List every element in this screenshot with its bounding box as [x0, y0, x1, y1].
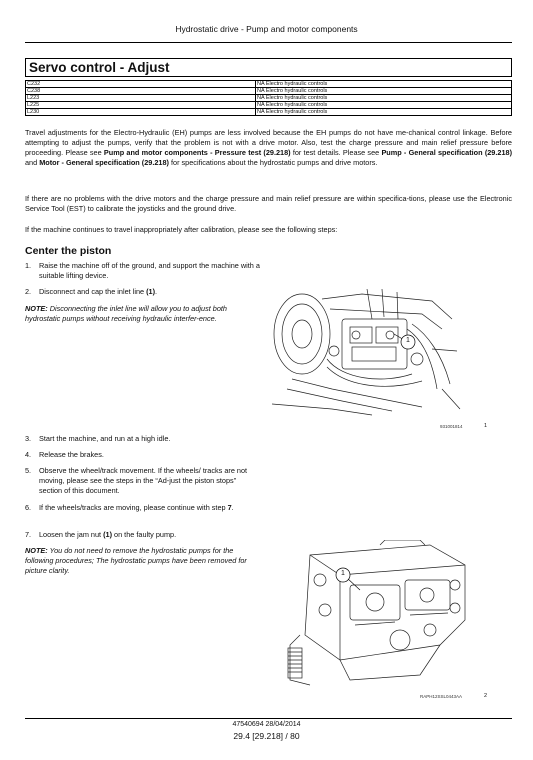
- callout-ref: (1): [146, 287, 156, 296]
- step-3: [25, 434, 260, 444]
- note-label: NOTE:: [25, 546, 48, 555]
- table-row: [26, 81, 512, 88]
- text: .: [231, 503, 234, 512]
- intro-paragraph-2: If there are no problems with the drive motors and the charge pressure and main relief pressure are within specifica-tions, please use the Electronic Service Tool (EST) to calibrate the joysticks and the ground drive.: [25, 194, 512, 213]
- note-label: NOTE:: [25, 304, 48, 313]
- table-row: [26, 109, 512, 116]
- table-row: [26, 102, 512, 109]
- model-cell: C238: [26, 88, 256, 95]
- figure-2-code: RAPH12SSL0443AA: [420, 694, 463, 699]
- step-1: [25, 261, 260, 281]
- section-heading: Center the piston: [25, 245, 112, 257]
- step-2: [25, 287, 260, 297]
- model-note-cell: NA Electro hydraulic controls: [256, 95, 512, 102]
- text: and: [25, 158, 40, 167]
- footer-doc-id: 47540694 28/04/2014: [232, 721, 301, 728]
- link-motor-spec[interactable]: Motor - General specification (29.218): [39, 158, 169, 167]
- model-note-cell: NA Electro hydraulic controls: [256, 81, 512, 88]
- figure-1-number: 1: [484, 423, 488, 429]
- step-text: Raise the machine off of the ground, and support the machine with a suitable lifting device.: [39, 261, 260, 280]
- text: If the wheels/tracks are moving, please continue with step: [39, 503, 228, 512]
- step-4: [25, 450, 260, 460]
- text: for specifications about the hydrostatic pumps and drive motors.: [168, 158, 378, 167]
- text: Disconnect and cap the inlet line: [39, 287, 147, 296]
- step-ref: 7: [227, 503, 232, 512]
- note-2: [25, 546, 260, 576]
- figure-2-pump-photo: [280, 540, 476, 686]
- step-text: [39, 530, 260, 540]
- step-5: [25, 466, 260, 496]
- step-number: 2.: [25, 287, 32, 296]
- intro-paragraph-3: If the machine continues to travel inappropriately after calibration, please see the following steps:: [25, 225, 338, 234]
- step-number: 4.: [25, 450, 32, 459]
- text: Loosen the jam nut: [39, 530, 104, 539]
- step-text: [39, 287, 260, 297]
- text: on the faulty pump.: [112, 530, 177, 539]
- model-note-cell: NA Electro hydraulic controls: [256, 109, 512, 116]
- figure-1-inlet-line-photo: [272, 289, 462, 417]
- step-text: [39, 503, 260, 513]
- callout-label: 1: [341, 570, 345, 577]
- figure-1-code: 931001814: [440, 424, 463, 429]
- note-text: Disconnecting the inlet line will allow you to adjust both hydrostatic pumps without receiving hydraulic interfer-ence.: [25, 304, 227, 323]
- step-number: 3.: [25, 434, 32, 443]
- figure-2-number: 2: [484, 693, 488, 699]
- footer-rule: [25, 718, 512, 719]
- text: Travel adjustments for the Electro-Hydraulic (EH) pumps are less involved because the EH pumps do not have me-chanical control linkage. Before attempting to adjust the pumps, verify that the problem is not with a drive motor. Also, test the charge pressure and main relief pressure before proceeding. Please see: [25, 128, 512, 157]
- step-number: 6.: [25, 503, 32, 512]
- model-cell: L230: [26, 109, 256, 116]
- running-header: Hydrostatic drive - Pump and motor components: [175, 24, 358, 34]
- step-6: [25, 503, 260, 513]
- footer-page-number: 29.4 [29.218] / 80: [233, 731, 300, 741]
- step-text: Release the brakes.: [39, 450, 104, 459]
- table-row: [26, 95, 512, 102]
- step-7: [25, 530, 260, 540]
- table-row: [26, 88, 512, 95]
- step-text: Observe the wheel/track movement. If the wheels/ tracks are not moving, please see the steps in the “Ad-just the piston stops” section of this document.: [39, 466, 248, 495]
- hydrostatic-pump-engine-illustration: [272, 289, 462, 417]
- model-cell: L223: [26, 95, 256, 102]
- note-text: You do not need to remove the hydrostatic pumps for the following procedures; The hydrostatic pumps have been removed for picture clarity.: [25, 546, 247, 575]
- callout-label: 1: [406, 337, 410, 344]
- model-note-cell: NA Electro hydraulic controls: [256, 102, 512, 109]
- model-table: [25, 80, 512, 116]
- model-cell: L225: [26, 102, 256, 109]
- hydrostatic-pump-illustration: [280, 540, 476, 686]
- link-pump-spec[interactable]: Pump - General specification (29.218): [381, 148, 512, 157]
- text: for test details. Please see: [290, 148, 382, 157]
- text: .: [155, 287, 158, 296]
- step-number: 1.: [25, 261, 32, 270]
- step-number: 7.: [25, 530, 32, 539]
- link-pressure-test[interactable]: Pump and motor components - Pressure test (29.218): [103, 148, 291, 157]
- callout-ref: (1): [103, 530, 113, 539]
- note-1: [25, 304, 260, 324]
- step-text: Start the machine, and run at a high idle.: [39, 434, 171, 443]
- intro-paragraph-1: [25, 128, 512, 168]
- page-title: Servo control - Adjust: [29, 60, 170, 75]
- step-number: 5.: [25, 466, 32, 475]
- title-box: [25, 58, 512, 77]
- model-note-cell: NA Electro hydraulic controls: [256, 88, 512, 95]
- header-rule: [25, 42, 512, 43]
- model-cell: C232: [26, 81, 256, 88]
